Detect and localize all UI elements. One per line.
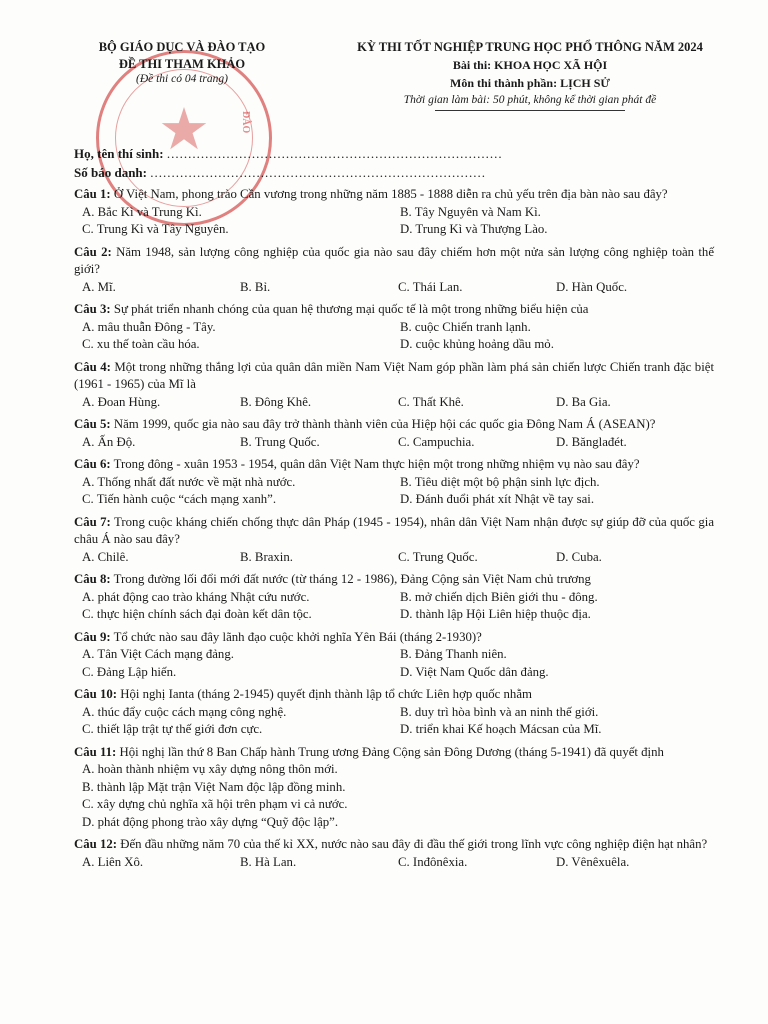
question-number: Câu 3: (74, 302, 111, 316)
question-stem (74, 514, 714, 549)
answer-option-a: A. Bắc Kì và Trung Kì. (82, 204, 202, 219)
answer-option-d: D. Ba Gia. (556, 394, 611, 409)
question-text: Một trong những thắng lợi của quân dân miền Nam Việt Nam góp phần làm phá sản chiến lược Chiến tranh đặc biệt (1961 - 1965) của Mĩ là (74, 359, 714, 391)
question-list (74, 186, 714, 876)
answer-option-b: B. Đảng Thanh niên. (400, 647, 507, 661)
answer-option-c: C. xây dựng chủ nghĩa xã hội trên phạm vi cả nước. (82, 797, 348, 811)
answer-options (74, 474, 714, 509)
question-stem (74, 456, 714, 474)
answer-option-c: C. thiết lập trật tự thế giới đơn cực. (82, 722, 263, 736)
question-stem (74, 629, 714, 647)
question-stem (74, 359, 714, 394)
question-1 (74, 186, 714, 239)
answer-options (74, 434, 714, 452)
question-stem (74, 186, 714, 204)
answer-option-a: A. thúc đẩy cuộc cách mạng công nghệ. (82, 704, 287, 719)
question-number: Câu 4: (74, 359, 111, 374)
answer-option-b: B. Tiêu diệt một bộ phận sinh lực địch. (400, 474, 600, 489)
answer-option-b: B. mở chiến dịch Biên giới thu - đông. (400, 589, 598, 604)
question-number: Câu 7: (74, 514, 111, 529)
question-text: Trong đông - xuân 1953 - 1954, quân dân Việt Nam thực hiện một trong những nhiệm vụ nào sau đây? (113, 457, 640, 471)
answer-option-b: B. Bỉ. (240, 279, 271, 294)
answer-option-a: A. hoàn thành nhiệm vụ xây dựng nông thôn mới. (82, 762, 338, 776)
question-9 (74, 629, 714, 682)
answer-option-d: D. Việt Nam Quốc dân đảng. (400, 664, 549, 679)
candidate-id-line (74, 163, 503, 182)
answer-option-d: D. cuộc khủng hoảng dầu mỏ. (400, 337, 554, 351)
question-7 (74, 514, 714, 567)
answer-option-c: C. thực hiện chính sách đại đoàn kết dân tộc. (82, 607, 312, 621)
answer-options (74, 589, 714, 624)
answer-options (74, 549, 714, 567)
answer-option-d: D. Bănglađét. (556, 434, 627, 449)
question-text: Tổ chức nào sau đây lãnh đạo cuộc khởi nghĩa Yên Bái (tháng 2-1930)? (113, 629, 482, 644)
star-emblem-icon: ★ (158, 97, 210, 162)
question-text: Hội nghị Ianta (tháng 2-1945) quyết định thành lập tổ chức Liên hợp quốc nhằm (120, 687, 532, 701)
answer-option-d: D. triển khai Kế hoạch Mácsan của Mĩ. (400, 722, 602, 736)
question-3 (74, 301, 714, 354)
candidate-name-field: ............................................................................... (166, 146, 503, 161)
answer-options (74, 319, 714, 354)
answer-option-b: B. thành lập Mặt trận Việt Nam độc lập đồng minh. (82, 779, 346, 794)
answer-option-c: C. xu thế toàn cầu hóa. (82, 337, 200, 351)
answer-option-c: C. Đảng Lập hiến. (82, 664, 177, 679)
question-stem (74, 744, 714, 762)
answer-option-b: B. cuộc Chiến tranh lạnh. (400, 319, 531, 334)
question-text: Năm 1999, quốc gia nào sau đây trở thành thành viên của Hiệp hội các quốc gia Đông Nam Á (ASEAN)? (113, 417, 656, 431)
question-number: Câu 6: (74, 457, 111, 471)
answer-options (74, 279, 714, 297)
question-number: Câu 5: (74, 417, 111, 431)
answer-option-c: C. Thái Lan. (398, 279, 463, 294)
test-name: Bài thi: KHOA HỌC XÃ HỘI (452, 58, 608, 72)
answer-option-a: A. Liên Xô. (82, 854, 144, 869)
answer-option-a: A. Đoan Hùng. (82, 394, 161, 409)
answer-options (74, 854, 714, 872)
answer-option-a: A. phát động cao trào kháng Nhật cứu nước. (82, 589, 310, 604)
question-text: Năm 1948, sản lượng công nghiệp của quốc gia nào sau đây chiếm hơn một nửa sản lượng công nghiệp toàn thế giới? (74, 244, 715, 276)
answer-option-a: A. mâu thuẫn Đông - Tây. (82, 319, 216, 334)
question-number: Câu 10: (74, 687, 118, 701)
answer-option-d: D. Cuba. (556, 549, 602, 564)
answer-option-d: D. phát động phong trào xây dựng “Quỹ độc lập”. (82, 814, 339, 829)
candidate-name-label: Họ, tên thí sinh: (74, 146, 164, 161)
question-stem (74, 244, 714, 279)
page-count: (Đề thi có 04 trang) (136, 73, 228, 85)
question-text: Sự phát triển nhanh chóng của quan hệ thương mại quốc tế là một trong những biểu hiện của (113, 302, 589, 316)
answer-option-c: C. Tiến hành cuộc “cách mạng xanh”. (82, 492, 277, 506)
seal-text: ĐÀO (240, 111, 251, 134)
question-text: Ở Việt Nam, phong trào Cần vương trong những năm 1885 - 1888 diễn ra chủ yếu trên địa bàn nào sau đây? (113, 187, 668, 201)
question-number: Câu 11: (74, 744, 117, 759)
question-number: Câu 12: (74, 837, 118, 851)
question-number: Câu 2: (74, 244, 112, 259)
question-number: Câu 1: (74, 187, 111, 201)
answer-options (74, 394, 714, 412)
question-stem (74, 301, 714, 319)
answer-option-b: B. Braxin. (240, 549, 293, 564)
question-4 (74, 359, 714, 412)
answer-options (74, 761, 714, 831)
question-6 (74, 456, 714, 509)
subject-name: Môn thi thành phần: LỊCH SỬ (450, 76, 610, 90)
ministry-header (62, 40, 302, 85)
question-text: Đến đầu những năm 70 của thế kỉ XX, nước nào sau đây đi đầu thế giới trong lĩnh vực công nghiệp điện hạt nhân? (120, 837, 708, 851)
question-11 (74, 744, 714, 832)
question-8 (74, 571, 714, 624)
time-allowed: Thời gian làm bài: 50 phút, không kể thời gian phát đề (403, 94, 657, 106)
question-number: Câu 8: (74, 572, 111, 586)
answer-option-d: D. Trung Kì và Thượng Lào. (400, 222, 548, 236)
question-10 (74, 686, 714, 739)
answer-option-c: C. Campuchia. (398, 434, 475, 449)
candidate-id-field: ............................................................................... (150, 165, 486, 180)
answer-option-d: D. thành lập Hội Liên hiệp thuộc địa. (400, 607, 591, 621)
candidate-name-line (74, 144, 503, 163)
question-12 (74, 836, 714, 871)
answer-option-a: A. Mĩ. (82, 279, 116, 294)
answer-option-d: D. Hàn Quốc. (556, 279, 628, 294)
answer-options (74, 204, 714, 239)
question-stem (74, 416, 714, 434)
answer-option-a: A. Ấn Độ. (82, 434, 136, 449)
answer-option-a: A. Thống nhất đất nước về mặt nhà nước. (82, 474, 296, 489)
candidate-id-label: Số báo danh: (74, 165, 147, 180)
question-stem (74, 571, 714, 589)
answer-option-b: B. Đông Khê. (240, 394, 312, 409)
exam-kind: ĐỀ THI THAM KHẢO (118, 57, 246, 71)
question-text: Trong cuộc kháng chiến chống thực dân Pháp (1945 - 1954), nhân dân Việt Nam nhận được sự giúp đỡ của quốc gia châu Á nào sau đây? (74, 514, 715, 546)
answer-option-a: A. Tân Việt Cách mạng đảng. (82, 647, 234, 661)
answer-option-c: C. Inđônêxia. (398, 854, 468, 869)
question-stem (74, 836, 714, 854)
answer-option-d: D. Vênêxuêla. (556, 854, 630, 869)
question-2 (74, 244, 714, 297)
question-5 (74, 416, 714, 451)
answer-option-b: B. Trung Quốc. (240, 434, 320, 449)
answer-option-a: A. Chilê. (82, 549, 129, 564)
exam-header (320, 40, 740, 111)
answer-option-c: C. Thất Khê. (398, 394, 464, 409)
answer-option-b: B. Tây Nguyên và Nam Kì. (400, 204, 541, 219)
answer-options (74, 704, 714, 739)
question-number: Câu 9: (74, 629, 111, 644)
answer-options (74, 646, 714, 681)
ministry-name: BỘ GIÁO DỤC VÀ ĐÀO TẠO (98, 40, 266, 54)
question-stem (74, 686, 714, 704)
candidate-info (74, 144, 503, 182)
answer-option-d: D. Đánh đuổi phát xít Nhật về tay sai. (400, 492, 595, 506)
answer-option-b: B. duy trì hòa bình và an ninh thế giới. (400, 704, 599, 719)
answer-option-b: B. Hà Lan. (240, 854, 297, 869)
question-text: Hội nghị lần thứ 8 Ban Chấp hành Trung ương Đảng Cộng sản Đông Dương (tháng 5-1941) đã quyết định (119, 744, 664, 759)
question-text: Trong đường lối đổi mới đất nước (từ tháng 12 - 1986), Đảng Cộng sản Việt Nam chủ trương (113, 572, 591, 586)
header-divider (435, 110, 625, 111)
answer-option-c: C. Trung Quốc. (398, 549, 478, 564)
answer-option-c: C. Trung Kì và Tây Nguyên. (82, 222, 229, 236)
exam-title: KỲ THI TỐT NGHIỆP TRUNG HỌC PHỔ THÔNG NĂM 2024 (357, 40, 703, 54)
